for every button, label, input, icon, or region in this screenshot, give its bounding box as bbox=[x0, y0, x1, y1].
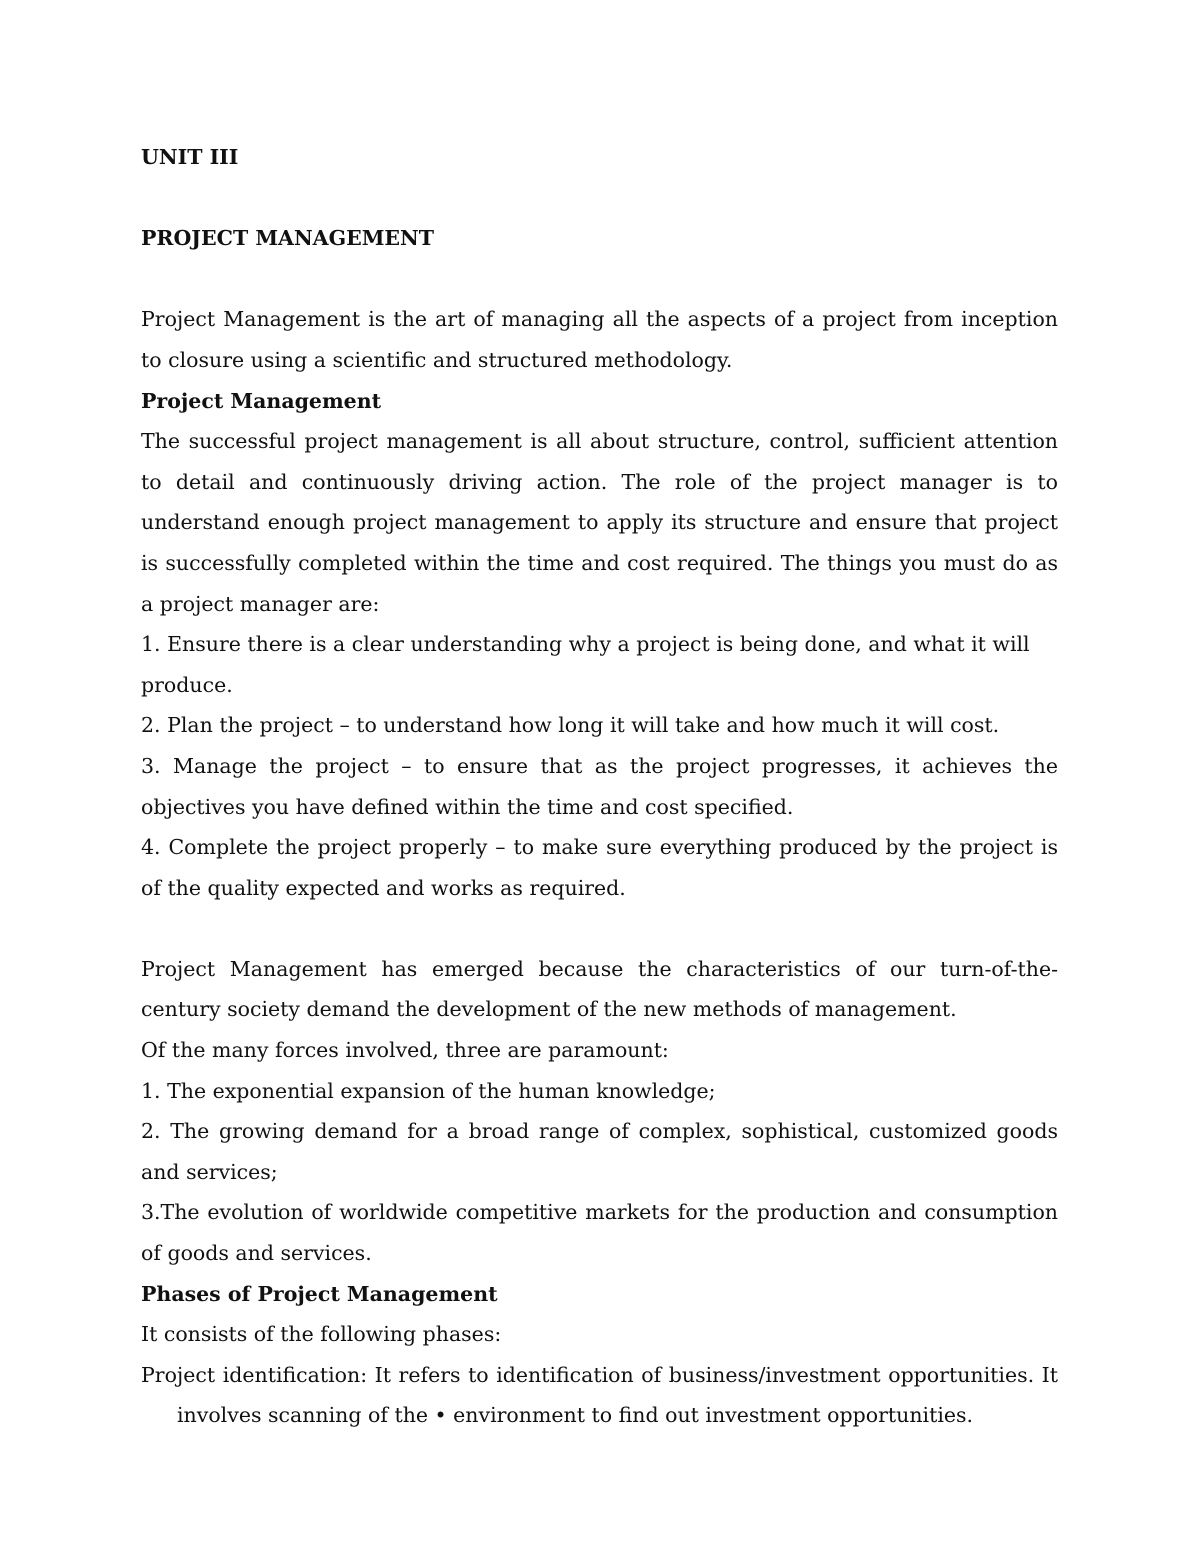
section-lead-forces: Of the many forces involved, three are paramount: bbox=[141, 1038, 669, 1063]
phase-item-project-identification: Project identification: It refers to identification of business/investment opportunities. It involves scanning of the • environment to find out investment opportunities. bbox=[141, 1362, 1058, 1428]
list-item: 3. Manage the project – to ensure that as the project progresses, it achieves the objectives you have defined within the time and cost specified. bbox=[141, 753, 1058, 819]
unit-title: UNIT III bbox=[141, 145, 239, 169]
intro-paragraph: Project Management is the art of managing all the aspects of a project from inception to closure using a scientific and structured methodology. bbox=[141, 307, 1058, 372]
list-item: 2. Plan the project – to understand how long it will take and how much it will cost. bbox=[141, 713, 1000, 738]
section-heading-project-management: Project Management bbox=[141, 388, 382, 413]
spacer bbox=[141, 908, 1058, 949]
list-item: 2. The growing demand for a broad range of complex, sophistical, customized goods and services; bbox=[141, 1119, 1058, 1184]
section-lead-phases: It consists of the following phases: bbox=[141, 1322, 502, 1347]
spacer bbox=[141, 178, 1058, 219]
list-item: 4. Complete the project properly – to make sure everything produced by the project is of the quality expected and works as required. bbox=[141, 835, 1058, 900]
list-item: 1. Ensure there is a clear understanding why a project is being done, and what it will produce. bbox=[141, 632, 1030, 697]
document-page bbox=[141, 137, 1058, 1436]
section-paragraph-project-management: The successful project management is all about structure, control, sufficient attention to detail and continuously driving action. The role of the project manager is to understand enough project management to apply its structure and ensure that project is successfully completed within the time and cost required. The things you must do as a project manager are: bbox=[141, 429, 1058, 616]
spacer bbox=[141, 259, 1058, 300]
section-paragraph-emergence: Project Management has emerged because the characteristics of our turn-of-the-century society demand the development of the new methods of management. bbox=[141, 956, 1058, 1022]
section-heading-phases: Phases of Project Management bbox=[141, 1281, 498, 1306]
main-heading: PROJECT MANAGEMENT bbox=[141, 226, 435, 251]
list-item: 3.The evolution of worldwide competitive markets for the production and consumption of goods and services. bbox=[141, 1200, 1058, 1266]
list-item: 1. The exponential expansion of the human knowledge; bbox=[141, 1078, 716, 1103]
